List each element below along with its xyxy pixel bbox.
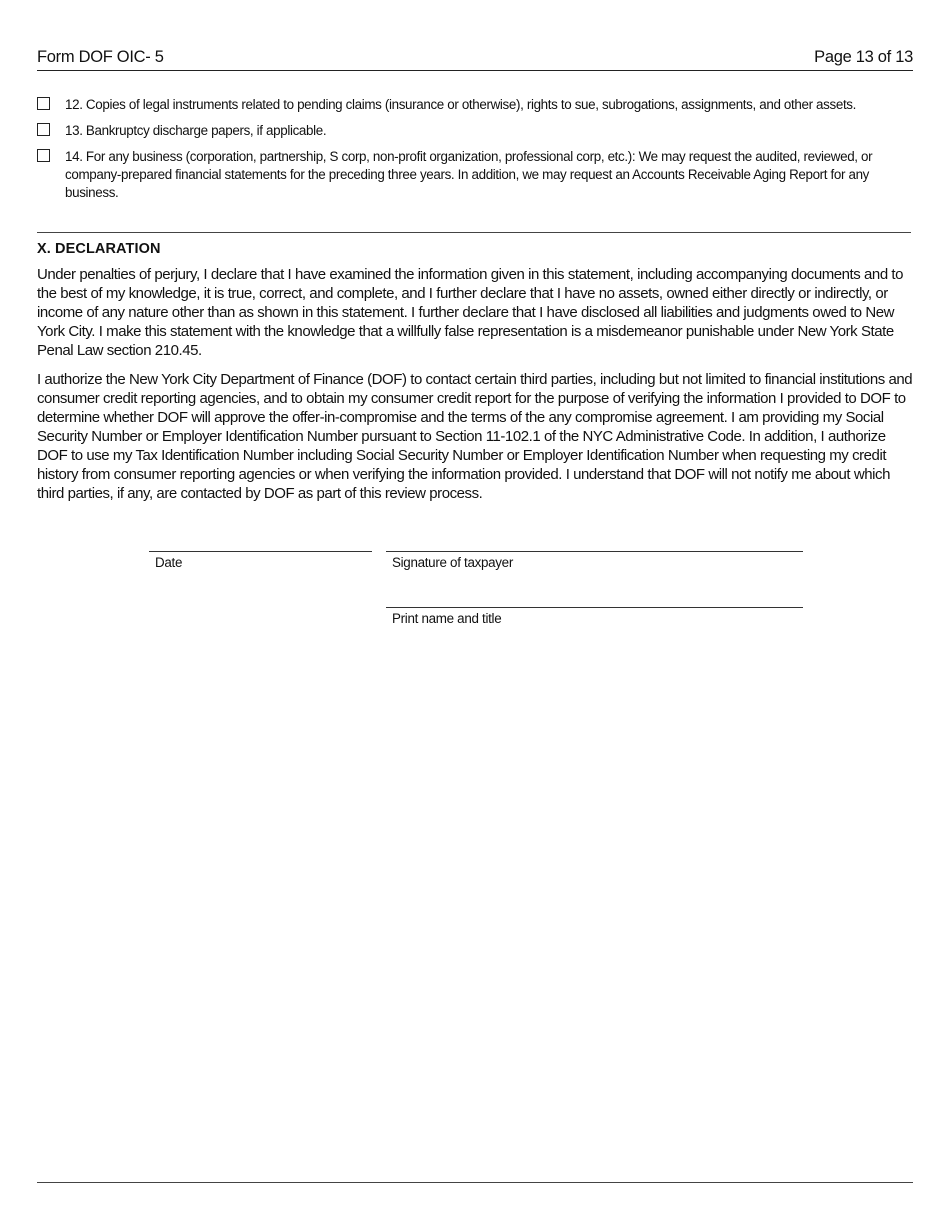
checkbox-item-12[interactable] xyxy=(37,97,50,110)
checklist-item-12 xyxy=(37,96,913,114)
declaration-paragraph-2: I authorize the New York City Department of Finance (DOF) to contact certain third parties, including but not limited to financial institutions and consumer credit reporting agencies, and to obtain my consumer credit report for the purpose of verifying the information I provided to DOF to determine whether DOF will approve the offer-in-compromise and the terms of the any compromise agreement. I am providing my Social Security Number or Employer Identification Number pursuant to Section 11-102.1 of the NYC Administrative Code. In addition, I authorize DOF to use my Tax Identification Number including Social Security Number or Employer Identification Number when requesting my credit history from consumer reporting agencies or when verifying the information provided. I understand that DOF will not notify me about which third parties, if any, are contacted by DOF as part of this review process. xyxy=(37,371,913,502)
checklist-item-13 xyxy=(37,122,913,140)
signature-label: Signature of taxpayer xyxy=(392,555,513,570)
checklist-item-label: 13. Bankruptcy discharge papers, if applicable. xyxy=(65,123,327,138)
date-line[interactable] xyxy=(149,551,372,552)
checkbox-item-14[interactable] xyxy=(37,149,50,162)
page-header xyxy=(37,46,913,71)
form-id: Form DOF OIC- 5 xyxy=(37,48,164,66)
section-title: X. DECLARATION xyxy=(37,241,161,257)
declaration-paragraph-1: Under penalties of perjury, I declare that I have examined the information given in this statement, including accompanying documents and to the best of my knowledge, it is true, correct, and complete, and I further declare that I have no assets, owned either directly or indirectly, or income of any nature other than as shown in this statement. I further declare that I have disclosed all liabilities and judgments owed to New York City. I make this statement with the knowledge that a willfully false representation is a misdemeanor punishable under New York State Penal Law section 210.45. xyxy=(37,266,904,359)
print-name-line[interactable] xyxy=(386,607,803,608)
page-number: Page 13 of 13 xyxy=(814,48,913,66)
date-label: Date xyxy=(155,555,183,570)
section-divider xyxy=(37,232,911,233)
footer-divider xyxy=(37,1182,913,1183)
checklist-item-14 xyxy=(37,148,913,202)
print-name-label: Print name and title xyxy=(392,611,502,626)
signature-line[interactable] xyxy=(386,551,803,552)
checkbox-item-13[interactable] xyxy=(37,123,50,136)
checklist-item-label: 14. For any business (corporation, partnership, S corp, non-profit organization, professional corp, etc.): We may request the audited, reviewed, or company-prepared financial statements for the preceding three years. In addition, we may request an Accounts Receivable Aging Report for any business. xyxy=(65,149,873,200)
checklist-item-label: 12. Copies of legal instruments related to pending claims (insurance or otherwise), rights to sue, subrogations, assignments, and other assets. xyxy=(65,97,857,112)
